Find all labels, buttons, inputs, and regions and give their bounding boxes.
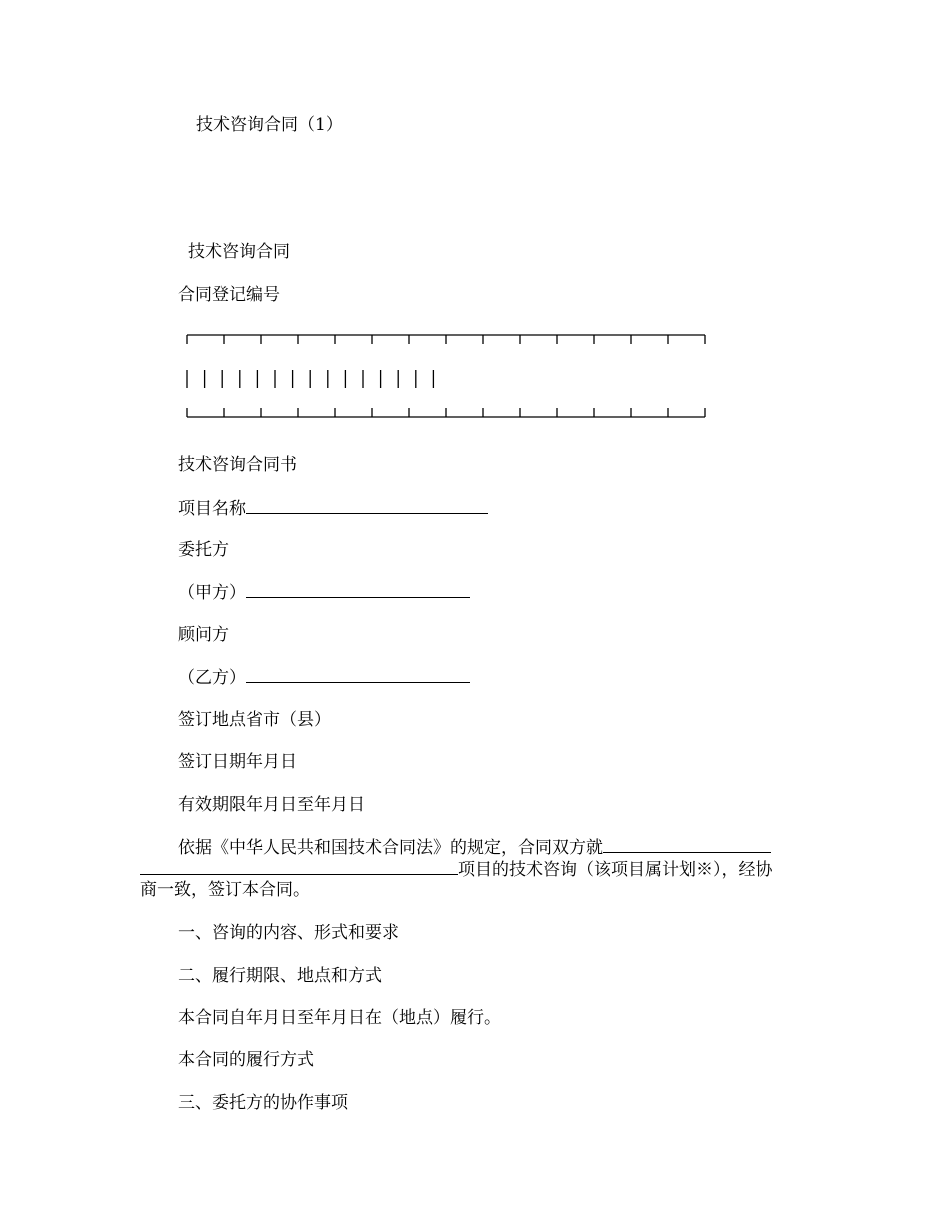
registration-number-boxes xyxy=(185,333,707,421)
project-name-row xyxy=(178,497,488,520)
section-3-heading: 三、委托方的协作事项 xyxy=(178,1093,348,1113)
party-a-row xyxy=(178,581,470,604)
preamble-mid: 项目的技术咨询（该项目属计划※），经协 xyxy=(458,860,773,880)
party-b-label: （乙方） xyxy=(178,668,246,688)
contract-book-heading: 技术咨询合同书 xyxy=(178,455,297,475)
party-a-label: （甲方） xyxy=(178,583,246,603)
term-text: 本合同自年月日至年月日在（地点）履行。 xyxy=(178,1008,501,1028)
project-name-label: 项目名称 xyxy=(178,499,246,519)
party-b-blank xyxy=(246,666,470,683)
registration-grid-drawing xyxy=(185,333,707,421)
preamble-start: 依据《中华人民共和国技术合同法》的规定，合同双方就 xyxy=(178,838,603,858)
preamble-blank-2 xyxy=(140,858,458,875)
contract-heading: 技术咨询合同 xyxy=(188,242,290,262)
registration-number-label: 合同登记编号 xyxy=(178,285,280,305)
section-1-heading: 一、咨询的内容、形式和要求 xyxy=(178,923,399,943)
section-2-heading: 二、履行期限、地点和方式 xyxy=(178,966,382,986)
consultant-label: 顾问方 xyxy=(178,625,229,645)
party-a-blank xyxy=(246,581,470,598)
method-text: 本合同的履行方式 xyxy=(178,1050,314,1070)
validity-period: 有效期限年月日至年月日 xyxy=(178,795,365,815)
preamble-line-1 xyxy=(178,836,771,859)
preamble-end: 商一致，签订本合同。 xyxy=(140,880,310,900)
sign-place: 签订地点省市（县） xyxy=(178,710,331,730)
preamble-blank-1 xyxy=(603,836,771,853)
party-b-row xyxy=(178,666,470,689)
sign-date: 签订日期年月日 xyxy=(178,752,297,772)
preamble-line-2 xyxy=(140,858,773,881)
document-title: 技术咨询合同（1） xyxy=(196,115,343,135)
project-name-blank xyxy=(246,497,488,514)
client-label: 委托方 xyxy=(178,540,229,560)
